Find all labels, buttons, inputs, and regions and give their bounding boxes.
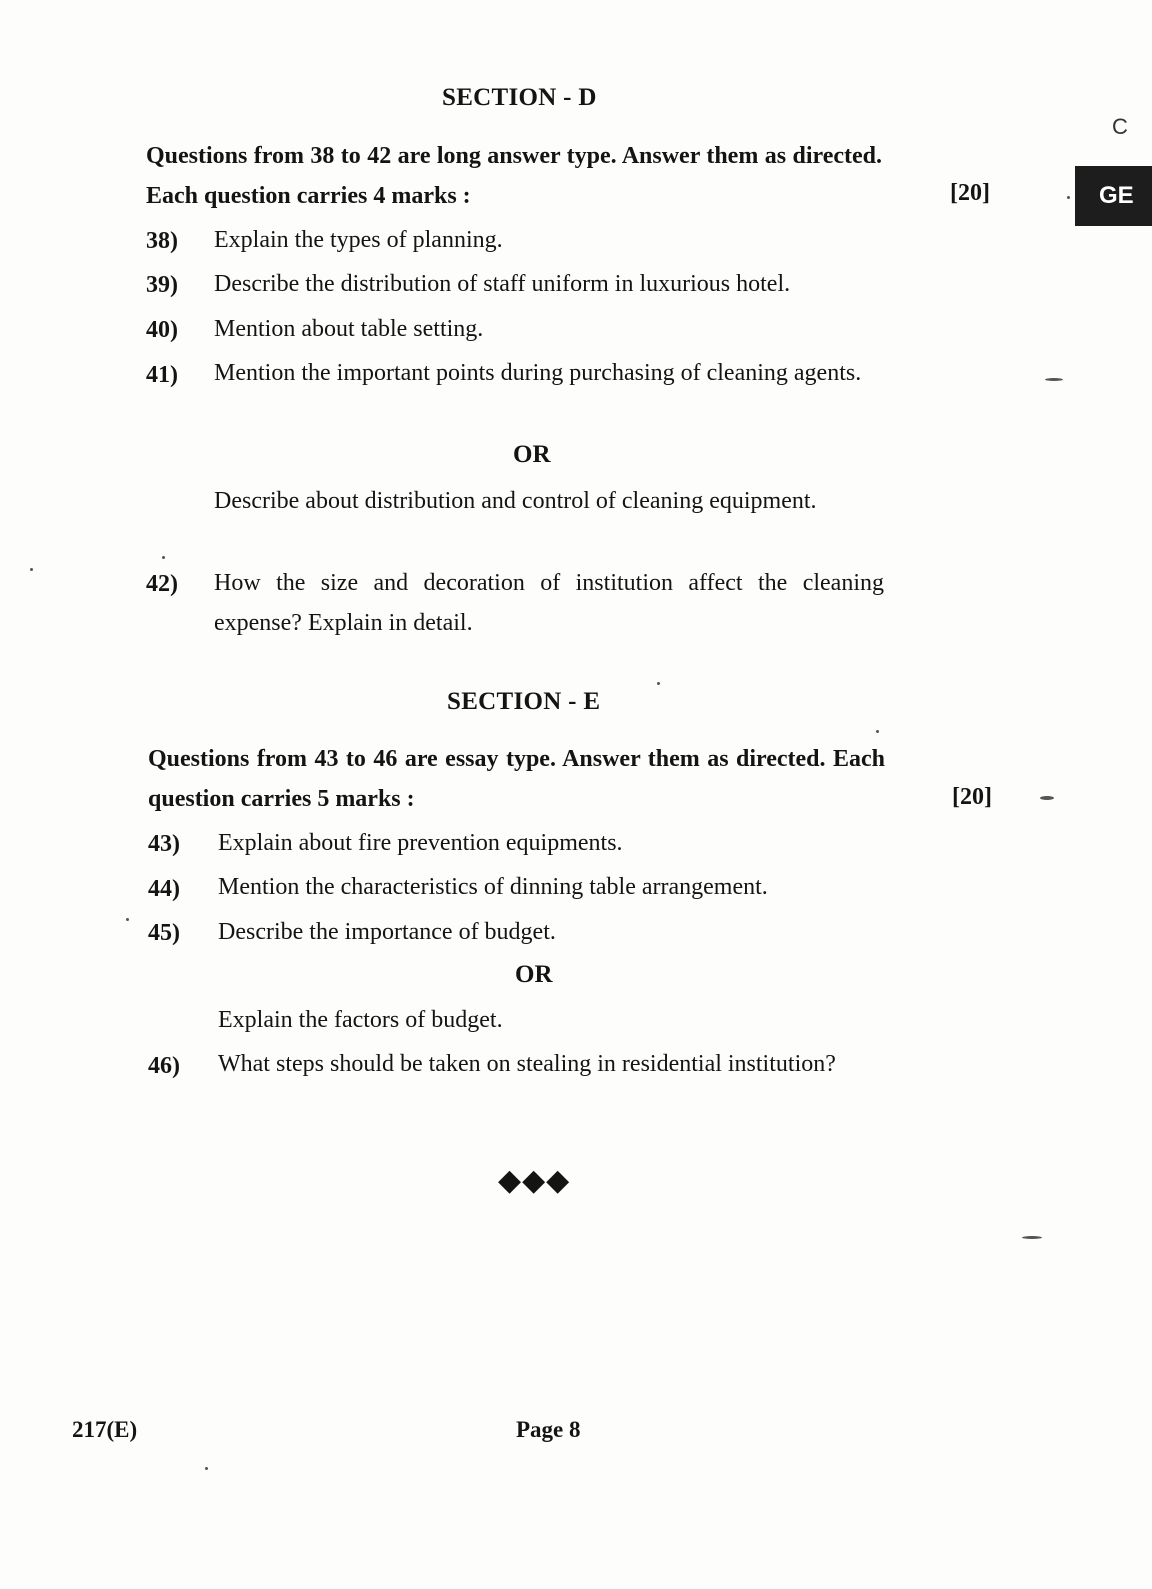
section-e-marks: [20] — [952, 784, 992, 810]
question-number: 46) — [148, 1053, 180, 1079]
scan-mark — [162, 556, 165, 559]
scan-mark — [30, 568, 33, 571]
section-d-marks: [20] — [950, 180, 990, 206]
side-tab-label: GE — [1099, 182, 1134, 209]
tab-letter: C — [1112, 114, 1128, 139]
side-tab — [1075, 166, 1152, 226]
question-number: 43) — [148, 831, 180, 857]
question-text: Explain the types of planning. — [214, 227, 503, 253]
question-text: What steps should be taken on stealing in residential institution? — [218, 1051, 836, 1077]
question-text: Explain about fire prevention equipments. — [218, 830, 623, 856]
paper-code: 217(E) — [72, 1417, 138, 1442]
scan-mark — [657, 682, 660, 685]
question-text: Mention the characteristics of dinning table arrangement. — [218, 874, 768, 900]
scan-mark — [1045, 378, 1063, 381]
or-divider: OR — [515, 961, 553, 988]
question-text: Mention the important points during purchasing of cleaning agents. — [214, 360, 862, 386]
question-text: Describe the distribution of staff uniform in luxurious hotel. — [214, 271, 791, 297]
question-number: 42) — [146, 571, 178, 597]
or-divider: OR — [513, 441, 551, 468]
question-text: Mention about table setting. — [214, 316, 484, 342]
page-number: Page 8 — [516, 1417, 581, 1442]
end-of-paper-mark: ◆◆◆ — [498, 1164, 571, 1197]
question-number: 45) — [148, 920, 180, 946]
scan-mark — [876, 730, 879, 733]
section-d-title: SECTION - D — [442, 84, 597, 111]
scan-mark — [1040, 796, 1054, 800]
section-d-instruction: Questions from 38 to 42 are long answer type. Answer them as directed. Each question carries 4 marks : — [146, 143, 882, 209]
section-e-instruction: Questions from 43 to 46 are essay type. Answer them as directed. Each question carries 5 marks : — [148, 746, 885, 812]
scan-mark — [1022, 1236, 1042, 1239]
question-text: Explain the factors of budget. — [218, 1007, 503, 1033]
question-text: Describe about distribution and control of cleaning equipment. — [214, 488, 817, 514]
question-number: 40) — [146, 317, 178, 343]
scan-mark — [126, 918, 129, 921]
question-number: 44) — [148, 876, 180, 902]
scan-mark — [205, 1467, 208, 1470]
scan-mark — [1067, 196, 1070, 199]
question-text: How the size and decoration of institution affect the cleaning expense? Explain in detail. — [214, 570, 884, 636]
section-e-title: SECTION - E — [447, 688, 601, 715]
question-number: 38) — [146, 228, 178, 254]
question-number: 41) — [146, 362, 178, 388]
question-number: 39) — [146, 272, 178, 298]
question-text: Describe the importance of budget. — [218, 919, 556, 945]
